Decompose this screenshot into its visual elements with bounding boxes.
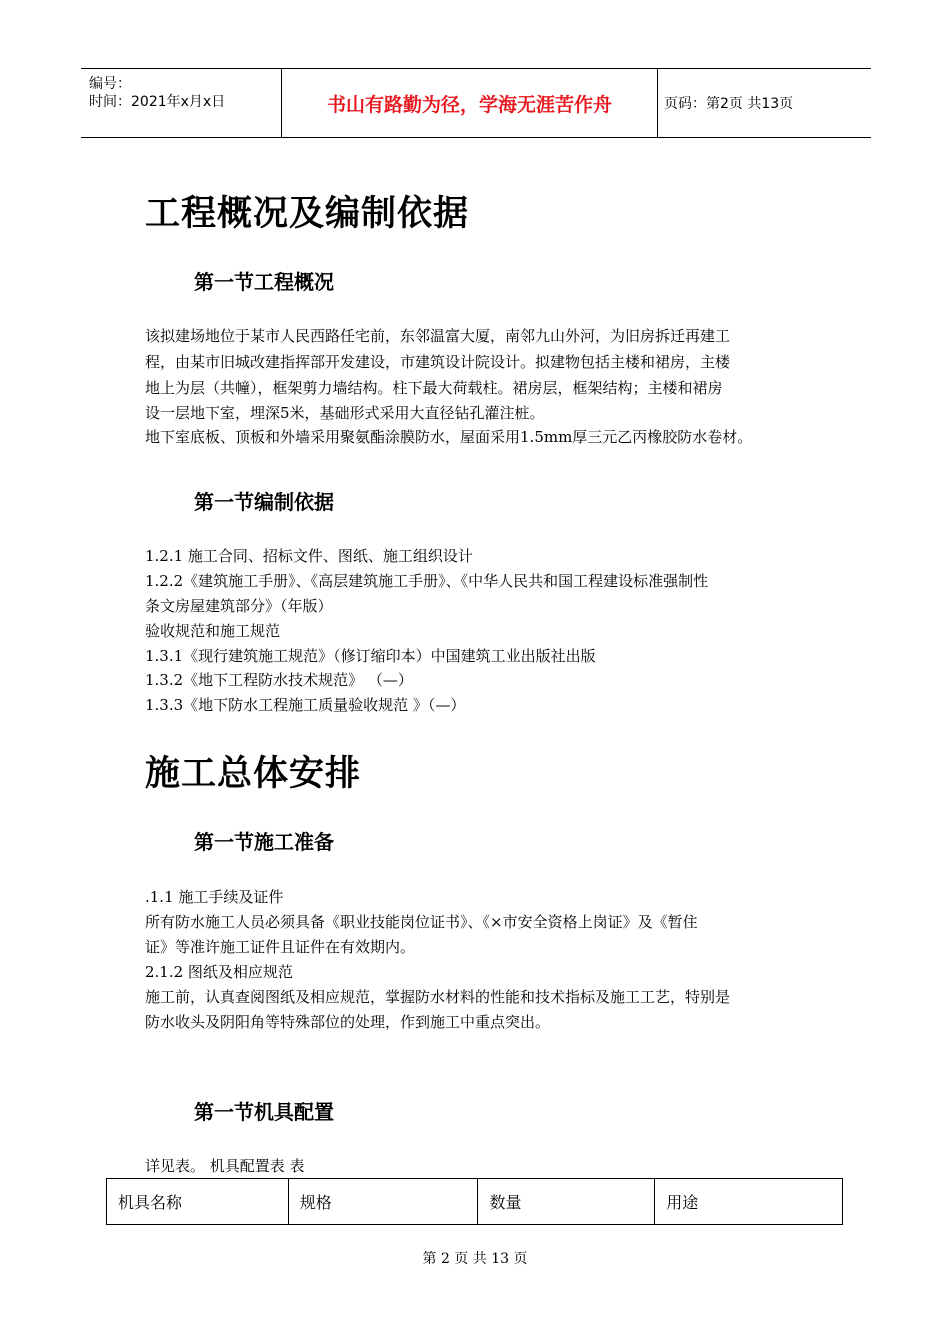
subsection-heading-tools: 第一节机具配置 [194,1100,334,1124]
subsection-heading-prep: 第一节施工准备 [194,830,334,854]
prep-line: 证》等准许施工证件且证件在有效期内。 [145,938,416,956]
basis-line: 1.3.3《地下防水工程施工质量验收规范 》（—） [145,696,466,714]
basis-line: 1.2.2《建筑施工手册》、《高层建筑施工手册》、《中华人民共和国工程建设标准强制性 [145,572,709,590]
basis-line: 1.2.1 施工合同、招标文件、图纸、施工组织设计 [145,547,473,565]
overview-line: 地下室底板、顶板和外墙采用聚氨酯涂膜防水，屋面采用1.5mm厚三元乙丙橡胶防水卷材。 [145,428,753,446]
basis-line: 条文房屋建筑部分》（年版） [145,597,333,615]
overview-line: 地上为层（共幢），框架剪力墙结构。柱下最大荷载柱。裙房层，框架结构；主楼和裙房 [145,379,723,397]
basis-line: 验收规范和施工规范 [145,622,281,640]
time-label: 时间：2021年x月x日 [89,94,226,110]
overview-line: 程，由某市旧城改建指挥部开发建设，市建筑设计院设计。拟建物包括主楼和裙房，主楼 [145,353,731,371]
section-title-overview: 工程概况及编制依据 [145,194,470,234]
serial-label: 编号： [89,76,131,92]
subsection-heading-basis: 第一节编制依据 [194,490,334,514]
overview-line: 该拟建场地位于某市人民西路任宅前，东邻温富大厦，南邻九山外河，为旧房拆迁再建工 [145,327,731,345]
prep-line: 2.1.2 图纸及相应规范 [145,963,293,981]
header-page-info: 页码：第2页 共13页 [664,96,794,112]
overview-line: 设一层地下室，埋深5米，基础形式采用大直径钻孔灌注桩。 [145,404,545,422]
basis-line: 1.3.1《现行建筑施工规范》（修订缩印本）中国建筑工业出版社出版 [145,647,596,665]
table-header-row [107,1179,843,1225]
tools-table [106,1178,843,1225]
basis-line: 1.3.2《地下工程防水技术规范》 （—） [145,671,413,689]
header-meta [81,69,282,137]
table-header-cell: 数量 [478,1179,655,1225]
page-footer: 第 2 页 共 13 页 [422,1251,528,1267]
section-title-arrangement: 施工总体安排 [145,754,362,794]
prep-line: 防水收头及阴阳角等特殊部位的处理，作到施工中重点突出。 [145,1013,551,1031]
prep-line: 施工前，认真查阅图纸及相应规范，掌握防水材料的性能和技术指标及施工工艺，特别是 [145,988,731,1006]
subsection-heading-overview: 第一节工程概况 [194,270,334,294]
tools-caption: 详见表。 机具配置表 表 [145,1157,305,1175]
prep-line: 所有防水施工人员必须具备《职业技能岗位证书》、《×市安全资格上岗证》及《暂住 [145,913,698,931]
table-header-cell: 机具名称 [107,1179,289,1225]
prep-line: .1.1 施工手续及证件 [145,888,284,906]
table-header-cell: 规格 [288,1179,478,1225]
table-header-cell: 用途 [655,1179,843,1225]
header-motto: 书山有路勤为径，学海无涯苦作舟 [282,69,658,137]
page-header [81,68,871,138]
